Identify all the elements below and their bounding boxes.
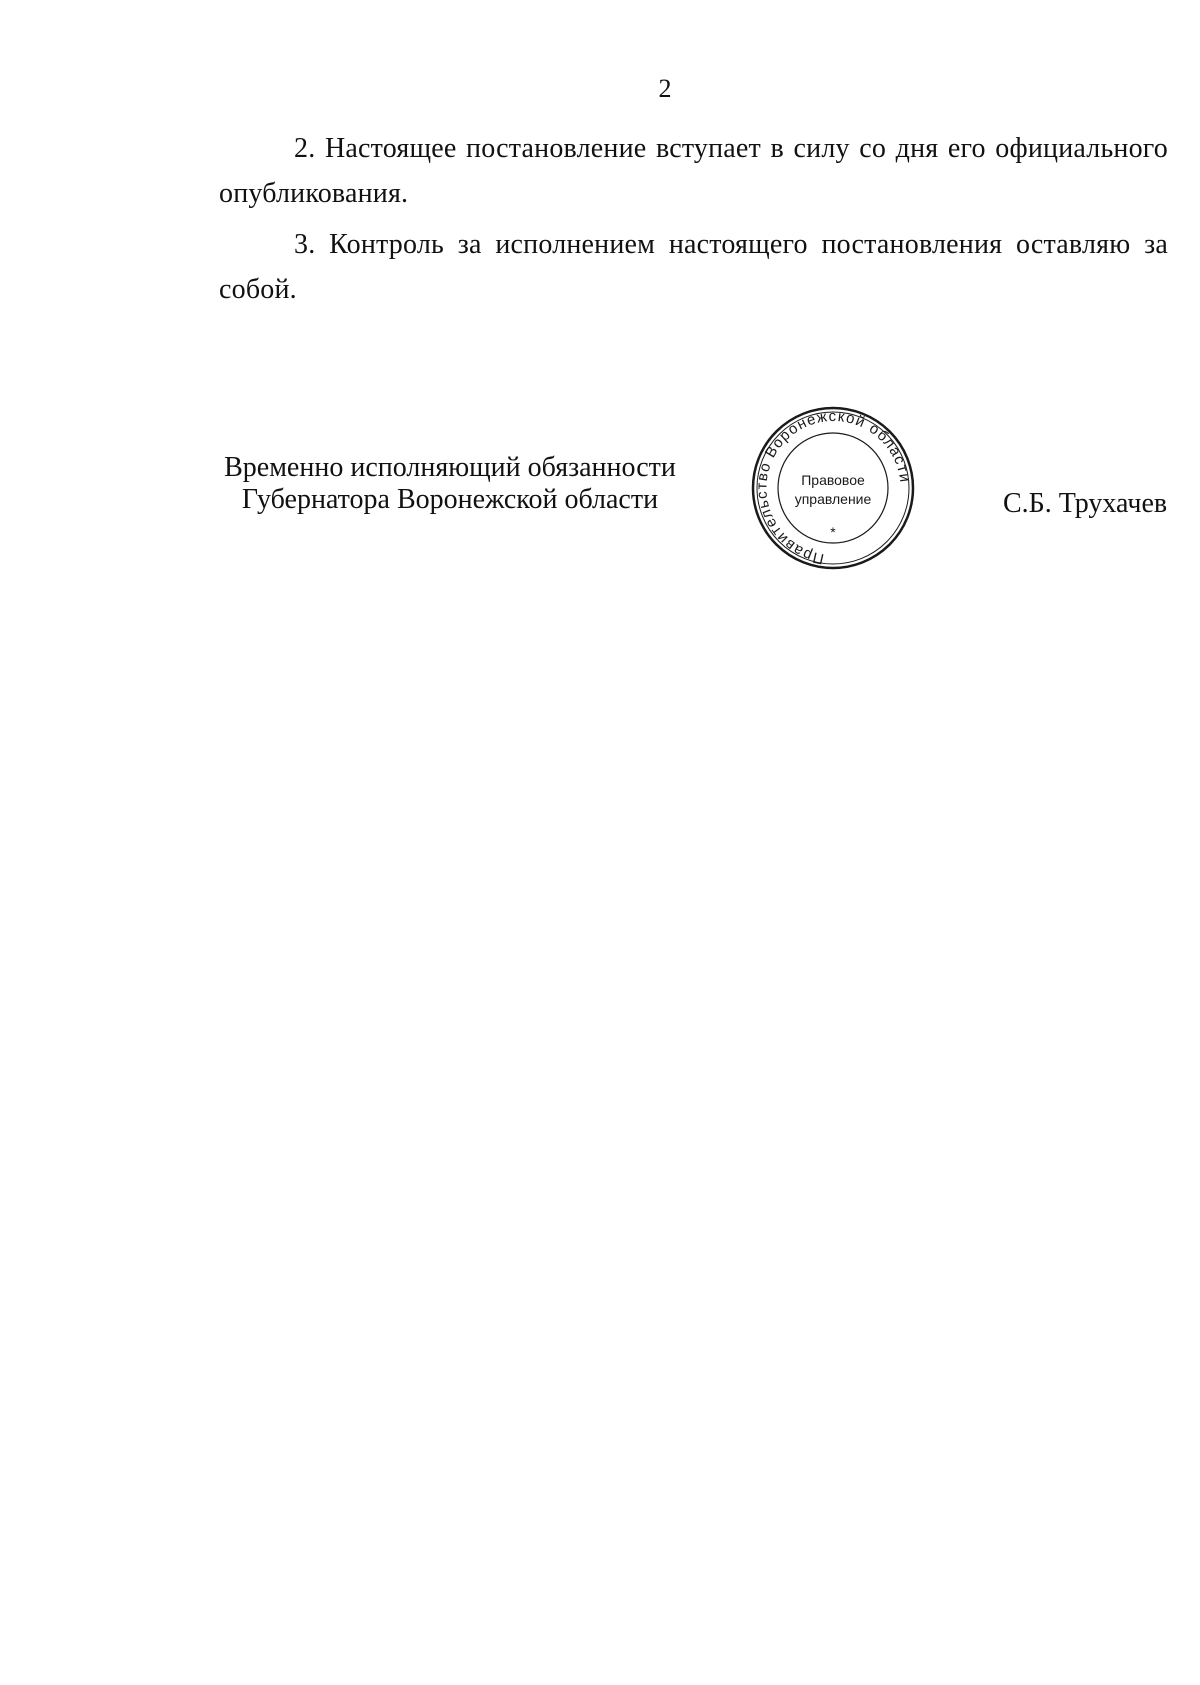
signatory-position <box>205 452 695 516</box>
stamp-center-line-2: управление <box>794 491 872 507</box>
paragraph-2: 2. Настоящее постановление вступает в силу со дня его официального опубликования. <box>219 133 1168 209</box>
signatory-position-line-2: Губернатора Воронежской области <box>241 484 659 515</box>
page-number: 2 <box>658 74 672 103</box>
signatory-name: С.Б. Трухачев <box>1003 488 1168 519</box>
official-seal-stamp <box>750 405 916 571</box>
stamp-center-line-1: Правовое <box>801 472 865 488</box>
document-body <box>219 126 1168 312</box>
stamp-ring-text: Правительство Воронежской области <box>753 407 914 568</box>
paragraph-3: 3. Контроль за исполнением настоящего постановления оставляю за собой. <box>219 229 1168 305</box>
stamp-star: * <box>830 524 836 540</box>
signatory-position-line-1: Временно исполняющий обязанности <box>224 452 676 483</box>
